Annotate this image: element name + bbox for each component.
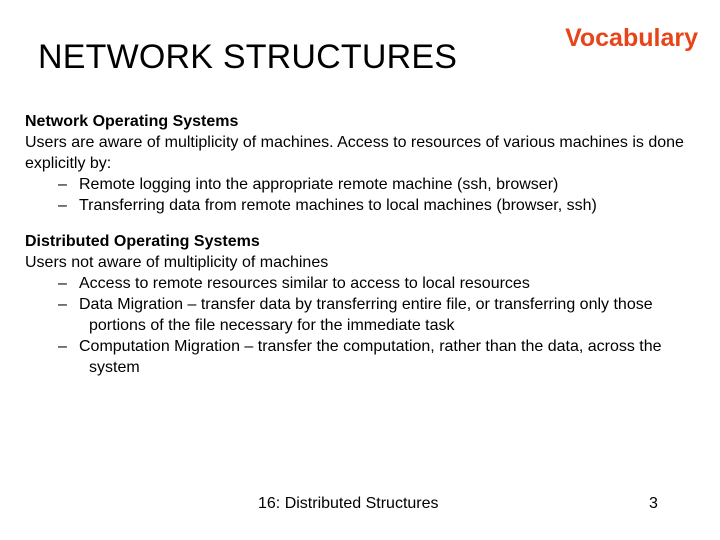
- section-heading: Network Operating Systems: [25, 113, 239, 130]
- dash-bullet: –: [58, 338, 67, 355]
- bullet-text: Transferring data from remote machines to local machines (browser, ssh): [79, 197, 597, 214]
- slide-title: NETWORK STRUCTURES: [38, 38, 458, 76]
- dash-bullet: –: [58, 275, 67, 292]
- section-text: Users not aware of multiplicity of machines: [25, 254, 329, 271]
- dash-bullet: –: [58, 176, 67, 193]
- bullet-text: Access to remote resources similar to access to local resources: [79, 275, 530, 292]
- list-item: [25, 294, 705, 336]
- list-item: [25, 336, 705, 378]
- bullet-text: Remote logging into the appropriate remote machine (ssh, browser): [79, 176, 559, 193]
- bullet-text: Computation Migration – transfer the computation, rather than the data, across the system: [79, 338, 662, 376]
- vocabulary-tag: Vocabulary: [565, 24, 698, 52]
- list-item: [25, 195, 705, 216]
- list-item: [25, 174, 705, 195]
- dash-bullet: –: [58, 296, 67, 313]
- page-number: 3: [649, 495, 658, 512]
- bullet-text: Data Migration – transfer data by transferring entire file, or transferring only those portions of the file necessary for the immediate task: [79, 296, 653, 334]
- section-network-os: [25, 111, 705, 216]
- slide-body: [25, 111, 705, 378]
- section-text: Users are aware of multiplicity of machines. Access to resources of various machines is done explicitly by:: [25, 134, 684, 172]
- bullet-list: [25, 174, 705, 216]
- section-distributed-os: [25, 231, 705, 378]
- dash-bullet: –: [58, 197, 67, 214]
- section-heading: Distributed Operating Systems: [25, 233, 260, 250]
- slide-footer: 16: Distributed Structures: [258, 495, 439, 512]
- bullet-list: [25, 273, 705, 378]
- list-item: [25, 273, 705, 294]
